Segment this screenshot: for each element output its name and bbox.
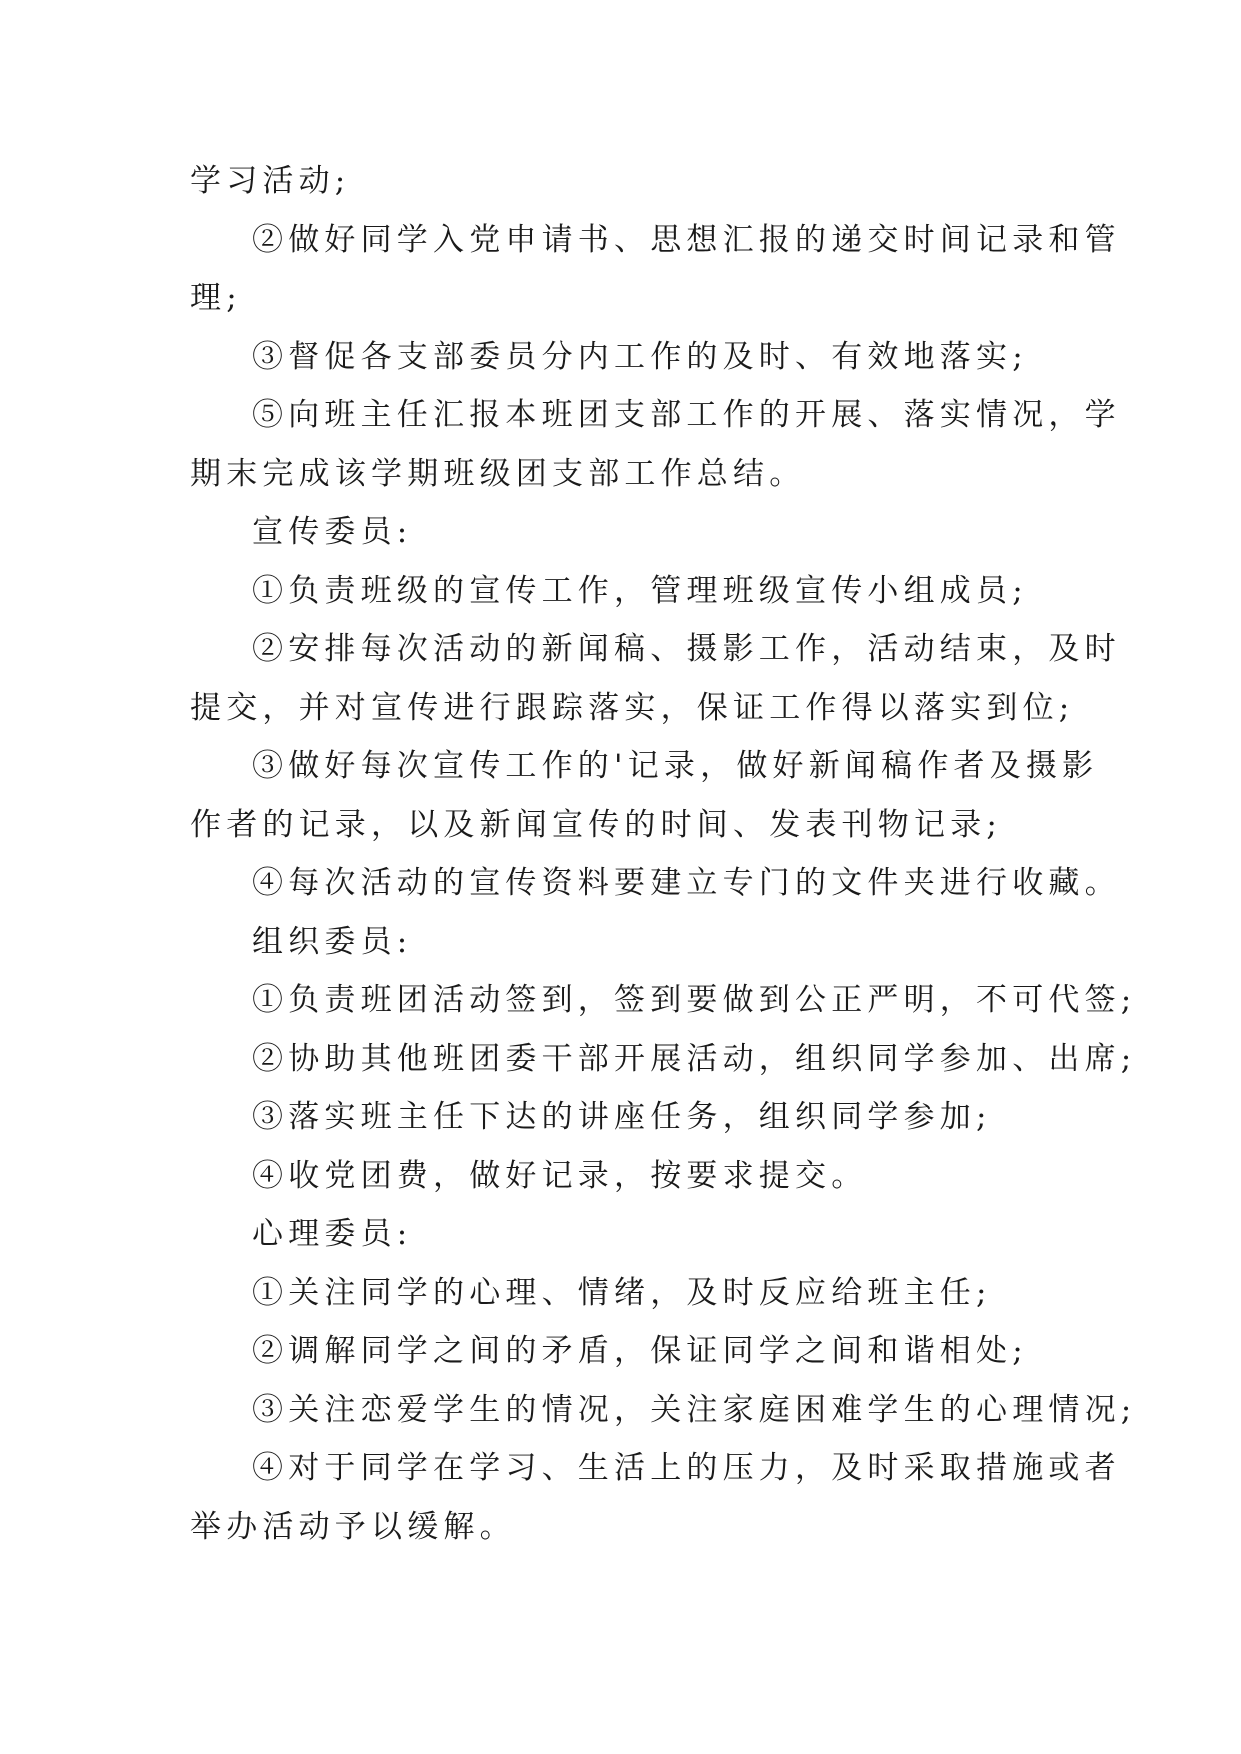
text-line: ④对于同学在学习、生活上的压力，及时采取措施或者 [252,1450,1121,1486]
text-line: ③做好每次宣传工作的'记录，做好新闻稿作者及摄影 [252,748,1099,784]
section-heading-publicity: 宣传委员: [252,514,413,550]
text-line: 作者的记录，以及新闻宣传的时间、发表刊物记录; [190,806,1003,843]
text-line: 学习活动; [190,163,351,199]
text-line: ①关注同学的心理、情绪，及时反应给班主任; [252,1274,992,1311]
text-line: ③落实班主任下达的讲座任务，组织同学参加; [252,1099,992,1135]
text-line: ④收党团费，做好记录，按要求提交。 [252,1157,868,1194]
text-line: 理; [190,280,242,316]
text-line: ③督促各支部委员分内工作的及时、有效地落实; [252,338,1028,375]
text-line: ⑤向班主任汇报本班团支部工作的开展、落实情况，学 [252,397,1121,433]
text-line: ②做好同学入党申请书、思想汇报的递交时间记录和管 [252,221,1121,258]
text-line: ①负责班团活动签到，签到要做到公正严明，不可代签; [252,982,1137,1018]
text-line: ③关注恋爱学生的情况，关注家庭困难学生的心理情况; [252,1391,1137,1428]
text-line: ②协助其他班团委干部开展活动，组织同学参加、出席; [252,1040,1137,1077]
text-line: ④每次活动的宣传资料要建立专门的文件夹进行收藏。 [252,865,1121,901]
text-line: 期末完成该学期班级团支部工作总结。 [190,455,806,492]
text-line: ①负责班级的宣传工作，管理班级宣传小组成员; [252,572,1028,609]
text-line: 提交，并对宣传进行跟踪落实，保证工作得以落实到位; [190,689,1075,726]
document-body [190,152,1137,1556]
section-heading-psychology: 心理委员: [252,1216,413,1252]
text-line: ②安排每次活动的新闻稿、摄影工作，活动结束，及时 [252,631,1121,667]
text-line: 举办活动予以缓解。 [190,1508,516,1545]
text-line: ②调解同学之间的矛盾，保证同学之间和谐相处; [252,1333,1028,1369]
section-heading-organization: 组织委员: [252,923,413,960]
